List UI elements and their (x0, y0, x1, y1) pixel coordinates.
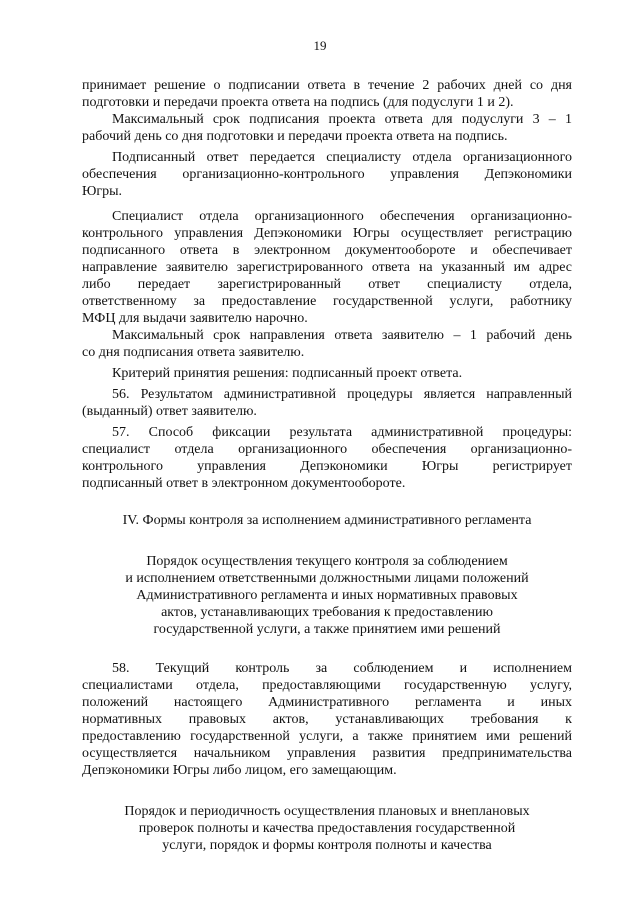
paragraph (82, 327, 572, 361)
text-line: контрольного управления Депэкономики Югры осуществляет регистрацию (82, 226, 572, 241)
paragraph-58 (82, 660, 572, 779)
text-line: обеспечения организационно-контрольного управления Депэкономики (82, 167, 572, 182)
text-line: Югры. (82, 184, 123, 199)
subsection-heading (82, 553, 572, 638)
heading-line: услуги, порядок и формы контроля полноты и качества (162, 838, 492, 853)
text-line: 57. Способ фиксации результата административной процедуры: (112, 425, 572, 440)
text-line: подписанный ответ в электронном документообороте. (82, 476, 406, 491)
heading-line: Порядок осуществления текущего контроля за соблюдением (146, 554, 508, 569)
text-line: осуществляется начальником управления развития предпринимательства (82, 746, 572, 761)
section-heading: IV. Формы контроля за исполнением административного регламента (122, 513, 532, 528)
heading-line: Административного регламента и иных нормативных правовых (136, 588, 518, 603)
text-line: Максимальный срок направления ответа заявителю – 1 рабочий день (112, 328, 572, 343)
subsection-heading-2 (82, 803, 572, 854)
heading-line: государственной услуги, а также принятием ими решений (153, 622, 501, 637)
text-line: (выданный) ответ заявителю. (82, 404, 257, 419)
heading-line: и исполнением ответственными должностными лицами положений (125, 571, 529, 586)
text-line: направление заявителю зарегистрированного ответа на указанный им адрес (82, 260, 572, 275)
page-number: 19 (313, 38, 327, 53)
document-body (82, 77, 572, 854)
heading-line: проверок полноты и качества предоставления государственной (138, 821, 516, 836)
text-line: специалистами отдела, предоставляющими государственную услугу, (82, 678, 572, 693)
text-line: подписанного ответа в электронном документообороте и обеспечивает (82, 243, 572, 258)
text-line: контрольного управления Депэкономики Югры регистрирует (82, 459, 572, 474)
text-line: Подписанный ответ передается специалисту отдела организационного (112, 150, 572, 165)
text-line: нормативных правовых актов, устанавливающих требования к (82, 712, 572, 727)
text-line: положений настоящего Административного регламента и иных (82, 695, 572, 710)
paragraph (82, 208, 572, 327)
paragraph (82, 111, 572, 145)
text-line: Специалист отдела организационного обеспечения организационно- (112, 209, 572, 224)
paragraph (82, 386, 572, 420)
text-line: принимает решение о подписании ответа в течение 2 рабочих дней со дня (82, 78, 572, 93)
text-line: предоставлению государственной услуги, а также принятием ими решений (82, 729, 572, 744)
paragraph (82, 424, 572, 492)
paragraph (82, 77, 572, 111)
text-line: подготовки и передачи проекта ответа на подпись (для подуслуги 1 и 2). (82, 95, 514, 110)
text-line: рабочий день со дня подготовки и передачи проекта ответа на подпись. (82, 129, 508, 144)
text-line: специалист отдела организационного обеспечения организационно- (82, 442, 572, 457)
paragraph (82, 149, 572, 200)
text-line: МФЦ для выдачи заявителю нарочно. (82, 311, 308, 326)
text-line: со дня подписания ответа заявителю. (82, 345, 305, 360)
text-line: 58. Текущий контроль за соблюдением и исполнением (112, 661, 572, 676)
heading-line: Порядок и периодичность осуществления плановых и внеплановых (124, 804, 530, 819)
text-line: ответственному за предоставление государственной услуги, работнику (82, 294, 572, 309)
paragraph (82, 365, 572, 382)
text-line: Критерий принятия решения: подписанный проект ответа. (112, 366, 463, 381)
text-line: Максимальный срок подписания проекта ответа для подуслуги 3 – 1 (112, 112, 572, 127)
text-line: 56. Результатом административной процедуры является направленный (112, 387, 572, 402)
text-line: либо передает зарегистрированный ответ специалисту отдела, (82, 277, 572, 292)
heading-line: актов, устанавливающих требования к предоставлению (161, 605, 493, 620)
text-line: Депэкономики Югры либо лицом, его замещающим. (82, 763, 397, 778)
